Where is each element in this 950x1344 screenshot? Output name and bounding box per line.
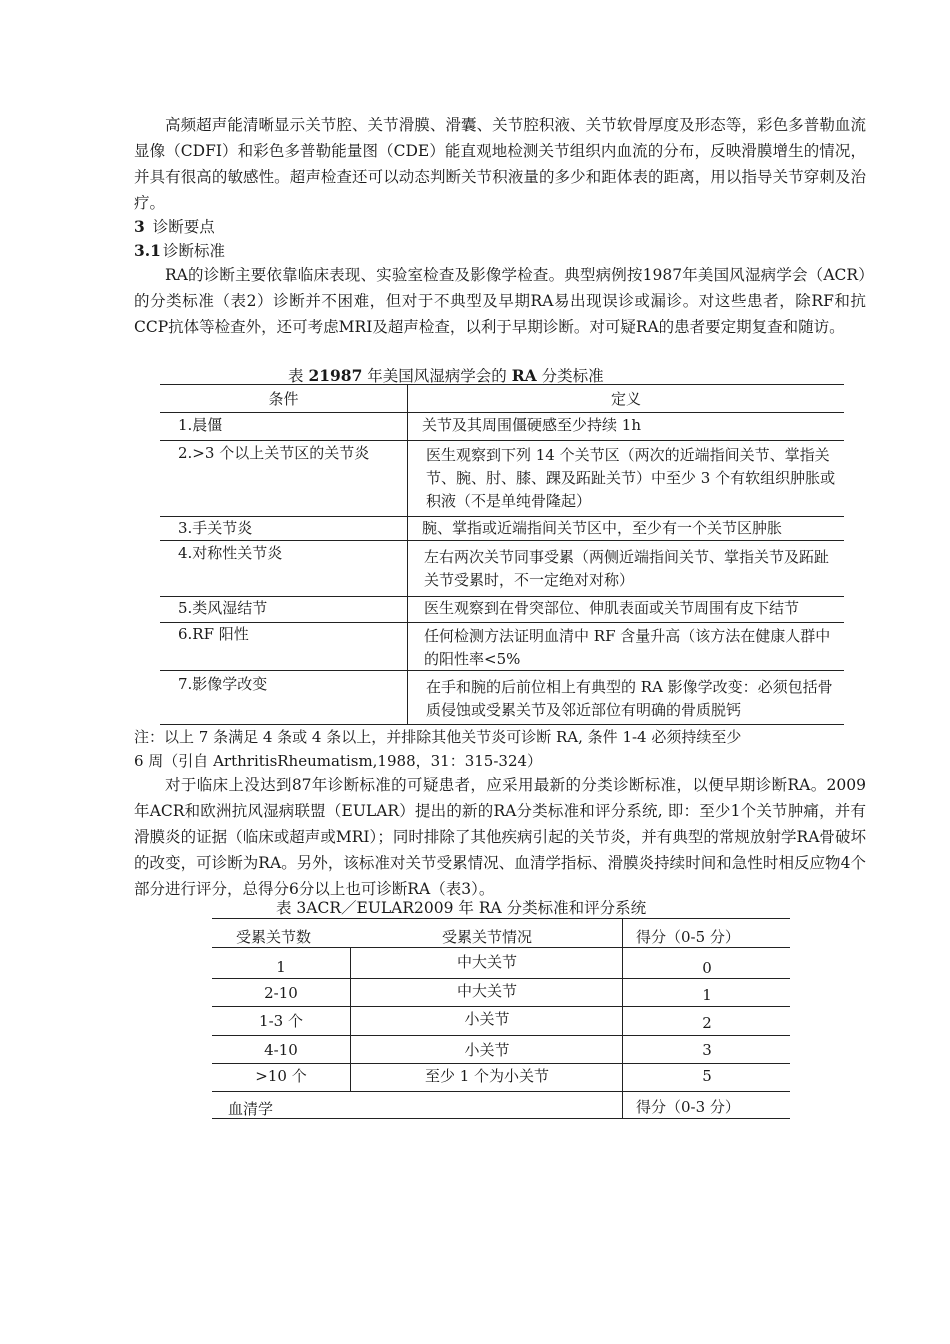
section-title: 诊断要点 [152, 218, 215, 236]
table2-row-definition: 医生观察到下列 14 个关节区（两次的近端指间关节、掌指关节、腕、肘、膝、踝及跖趾关节）中至少 3 个有软组织肿胀或积液（不是单纯骨隆起） [426, 446, 836, 510]
section-heading-3-1 [134, 240, 225, 262]
table3-row-score: 0 [702, 959, 712, 977]
table2-header-definition: 定义 [610, 390, 641, 408]
table2-row-condition: 7.影像学改变 [178, 675, 268, 693]
paragraph-eular-criteria: 对于临床上没达到87年诊断标准的可疑患者，应采用最新的分类诊断标准，以便早期诊断RA。2009年ACR和欧洲抗风湿病联盟（EULAR）提出的新的RA分类标准和评分系统, 即：至少1个关节肿痛，并有滑膜炎的证据（临床或超声或MRI）；同时排除了其他疾病引起的关节炎，并有典型的常规放射学RA骨破坏的改变，可诊断为RA。另外，该标准对关节受累情况、血清学指标、滑膜炎持续时间和急性时相反应物4个部分进行评分，总得分6分以上也可诊断RA（表3）。 [134, 776, 866, 898]
table3-row-count: >10 个 [255, 1067, 307, 1085]
section-heading-3 [134, 216, 215, 238]
subsection-title: 诊断标准 [162, 242, 225, 260]
table3-header-joint-situation: 受累关节情况 [441, 928, 532, 946]
table2-row-condition: 1.晨僵 [178, 416, 223, 434]
table3-row-score: 3 [702, 1041, 712, 1059]
table2-row-condition: 6.RF 阳性 [178, 625, 249, 643]
table3-serology-label: 血清学 [228, 1100, 274, 1118]
table2-row-condition: 3.手关节炎 [178, 519, 253, 537]
table3-row-count: 1-3 个 [259, 1012, 303, 1030]
table3-row-score: 5 [702, 1067, 712, 1085]
table2-row-definition: 关节及其周围僵硬感至少持续 1h [422, 416, 641, 434]
table3-serology-score: 得分（0-3 分） [636, 1098, 740, 1116]
section-number: 3 [134, 217, 145, 236]
table3-row-score: 2 [702, 1014, 712, 1032]
table3-header-score: 得分（0-5 分） [636, 928, 740, 946]
table3-row-situation: 至少 1 个为小关节 [424, 1067, 550, 1085]
table3-header-joint-count: 受累关节数 [236, 928, 312, 946]
table3-row-count: 1 [276, 958, 286, 976]
paragraph-diagnosis: RA的诊断主要依靠临床表现、实验室检查及影像学检查。典型病例按1987年美国风湿病学会（ACR）的分类标准（表2）诊断并不困难，但对于不典型及早期RA易出现误诊或漏诊。对这些患者，除RF和抗CCP抗体等检查外，还可考虑MRI及超声检查，以利于早期诊断。对可疑RA的患者要定期复查和随访。 [134, 266, 866, 336]
table2-row-condition: 2.>3 个以上关节区的关节炎 [178, 444, 370, 462]
table3-row-score: 1 [702, 986, 712, 1004]
table3-row-situation: 中大关节 [456, 982, 517, 1000]
table2-note-line1: 注：以上 7 条满足 4 条或 4 条以上，并排除其他关节炎可诊断 RA, 条件 1-4 必须持续至少 [134, 728, 742, 746]
subsection-number: 3.1 [134, 241, 161, 260]
table2-row-definition: 任何检测方法证明血清中 RF 含量升高（该方法在健康人群中的阳性率<5% [424, 627, 831, 668]
table3-caption: 表 3ACR／EULAR2009 年 RA 分类标准和评分系统 [276, 899, 647, 917]
table2-row-condition: 5.类风湿结节 [178, 599, 268, 617]
table2-note-line2: 6 周（引自 ArthritisRheumatism,1988，31：315-324） [134, 752, 543, 770]
table2-header-condition: 条件 [268, 390, 299, 408]
table2-row-definition: 左右两次关节同事受累（两侧近端指间关节、掌指关节及跖趾关节受累时，不一定绝对对称） [424, 548, 830, 589]
paragraph-ultrasound: 高频超声能清晰显示关节腔、关节滑膜、滑囊、关节腔积液、关节软骨厚度及形态等，彩色多普勒血流显像（CDFI）和彩色多普勒能量图（CDE）能直观地检测关节组织内血流的分布，反映滑膜增生的情况，并具有很高的敏感性。超声检查还可以动态判断关节积液量的多少和距体表的距离，用以指导关节穿刺及治疗。 [134, 116, 866, 212]
table3-row-situation: 中大关节 [456, 953, 517, 971]
table3-row-situation: 小关节 [464, 1041, 510, 1059]
table3-row-situation: 小关节 [464, 1010, 510, 1028]
table2-row-definition: 医生观察到在骨突部位、伸肌表面或关节周围有皮下结节 [424, 599, 800, 617]
table3-row-count: 4-10 [264, 1041, 298, 1059]
table3-row-count: 2-10 [264, 984, 298, 1002]
table2-row-definition: 腕、掌指或近端指间关节区中，至少有一个关节区肿胀 [422, 519, 783, 537]
table2-row-condition: 4.对称性关节炎 [178, 544, 283, 562]
table2-row-definition: 在手和腕的后前位相上有典型的 RA 影像学改变：必须包括骨质侵蚀或受累关节及邻近部位有明确的骨质脱钙 [426, 678, 833, 719]
table2-caption: 表 21987 年美国风湿病学会的 RA 分类标准 [288, 366, 604, 385]
